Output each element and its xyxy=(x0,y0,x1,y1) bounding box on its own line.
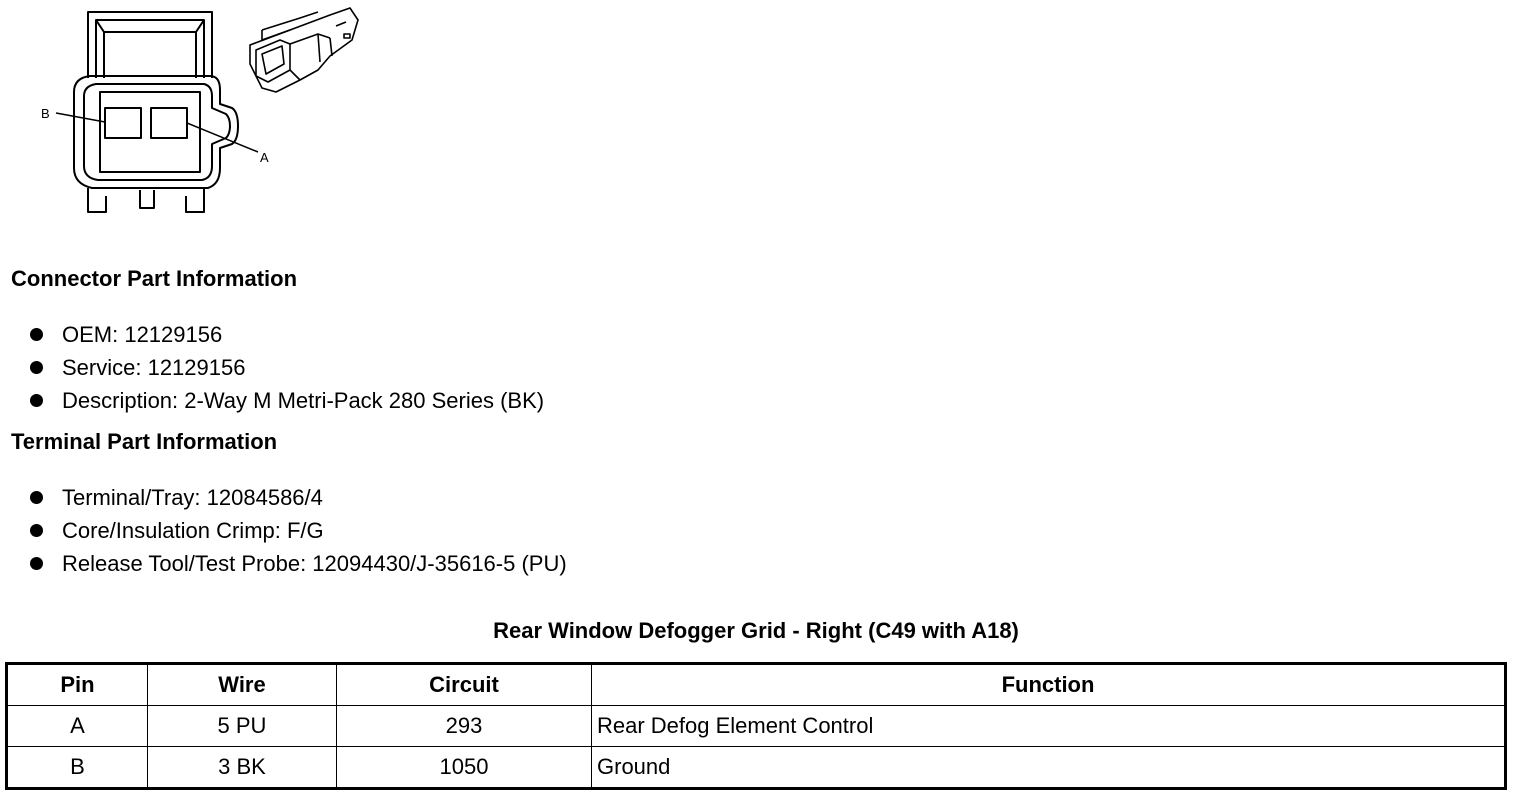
connector-info-list xyxy=(28,318,544,417)
list-item: Service: 12129156 xyxy=(28,351,544,384)
bullet-icon xyxy=(30,394,43,407)
header-circuit: Circuit xyxy=(337,664,592,706)
list-item: OEM: 12129156 xyxy=(28,318,544,351)
cell-circuit: 293 xyxy=(337,706,592,747)
header-wire: Wire xyxy=(148,664,337,706)
terminal-section-heading: Terminal Part Information xyxy=(11,429,278,454)
bullet-icon xyxy=(30,328,43,341)
cell-function: Rear Defog Element Control xyxy=(592,706,1506,747)
cell-pin: B xyxy=(7,747,148,789)
bullet-icon xyxy=(30,361,43,374)
list-item: Terminal/Tray: 12084586/4 xyxy=(28,481,567,514)
table-row xyxy=(7,747,1506,789)
connector-isometric-icon xyxy=(250,8,358,92)
cell-circuit: 1050 xyxy=(337,747,592,789)
connector-diagram xyxy=(0,0,380,230)
list-item: Release Tool/Test Probe: 12094430/J-35616-5 (PU) xyxy=(28,547,567,580)
list-item: Core/Insulation Crimp: F/G xyxy=(28,514,567,547)
pin-b-label: B xyxy=(41,106,50,121)
header-pin: Pin xyxy=(7,664,148,706)
cell-wire: 5 PU xyxy=(148,706,337,747)
bullet-icon xyxy=(30,491,43,504)
table-header-row xyxy=(7,664,1506,706)
table-row xyxy=(7,706,1506,747)
connector-section-heading: Connector Part Information xyxy=(11,266,298,291)
pin-a-label: A xyxy=(260,150,269,165)
terminal-info-list xyxy=(28,481,567,580)
cell-wire: 3 BK xyxy=(148,747,337,789)
bullet-icon xyxy=(30,524,43,537)
table-caption: Rear Window Defogger Grid - Right (C49 with A18) xyxy=(493,618,1019,643)
cell-pin: A xyxy=(7,706,148,747)
pinout-table xyxy=(5,662,1507,790)
header-function: Function xyxy=(592,664,1506,706)
cell-function: Ground xyxy=(592,747,1506,789)
list-item: Description: 2-Way M Metri-Pack 280 Series (BK) xyxy=(28,384,544,417)
bullet-icon xyxy=(30,557,43,570)
